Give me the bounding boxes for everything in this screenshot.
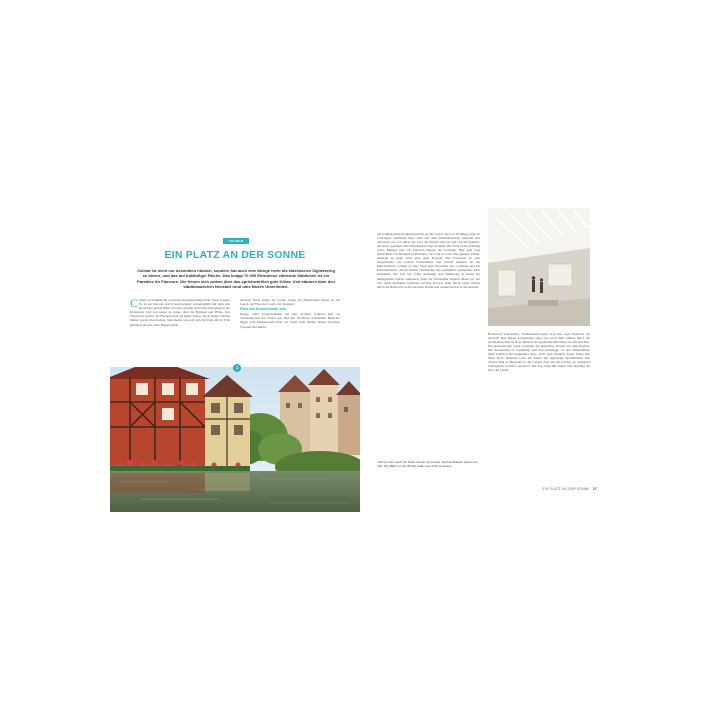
body-text: olmar ist berühmt für besonders liebenswürdige bunte Stadt-Gassen. Es ist ein heiterer, leicht beschwingter Lebensgefühl mit dem sich Besuchern gleich öffnet. Es gibt ohnehin nicht viel Aufregung in der Kleinstadt. Geh von Gasse zu Gasse, über die Brücken und Plätze. Das Viertel der Gerber, die Fischerei und die Petite Venise, die in ihrem Charme immer wieder überraschen. Man merkt, wie sehr sich die Stadt um ihr Erbe kümmert und die alten Häuser erhält.	[130, 298, 230, 327]
canal-photo	[110, 367, 360, 512]
right-page	[360, 208, 610, 513]
body-column-2	[240, 298, 340, 330]
dropcap: C	[130, 296, 139, 310]
body-text: Altstadt. Auch einige der besten Lagen der Hauptstraße liegen an der Lauch, am Fluss der Lauch, der Zentrum.	[240, 298, 340, 307]
section-label: COLMAR	[223, 238, 249, 244]
body-text: die stabilisierende Kalksteinschicht an der Lauch, die von Straßburg ganz zu schwingen. Seitliches Ried steht seit dem mittelalterlichen Zentrum und Terrassen wie von selbst ein. Und die Nächte sind lau und voll im Sommer, die Gäste genießen zum Abendessen lange draußen. Die Stadt ist im Frühling voller Blumen und von Fenstern hängen die Geranien. Hier geht man gemächlich von Brunnen zu Brunnen, von Café zu Café. Wer genauer schaut, entdeckt an jeder Ecke eine neue Fassade. Das Fachwerk ist eine Augenweide, die bunten Fensterläden und Giebel erinnern an ein Märchenbuch. Colmar ist eine Stadt zum Verweilen, für Gourmets und für Kunstliebhaber, die im Musée Unterlinden den berühmten Isenheimer Altar bestaunen. Wer Zeit hat, sollte unbedingt eine Weinprobe in einem der umliegenden Dörfer einplanen, denn die Weinstraße beginnt direkt vor der Tür. Auch Radfahrer kommen auf ihre Kosten, denn flache Wege führen durch die Reben bis in die nächsten Dörfer und wieder zurück in die Altstadt.	[377, 232, 480, 289]
body-column-2	[488, 332, 590, 482]
subheading: Park die Sonnenseite aus	[240, 307, 287, 312]
magazine-spread	[110, 208, 610, 513]
left-page	[110, 208, 360, 513]
photo-number-marker: 1	[233, 364, 241, 372]
body-column-1	[377, 232, 480, 464]
body-text: Knapp 1400 Sonnenstunden im Jahr machen Colmars Ruf als Sonnenterrasse des Elsass aus. Bei den Nachbarn schwärmen Besucher längst vom mediterranen Flair der Stadt, dem milden Klima zwischen Vogesen und Rhein.	[240, 312, 340, 329]
photo-caption	[377, 461, 480, 468]
page-number: 27	[592, 487, 597, 491]
lead-paragraph: Colmar ist nicht nur besonders hübsch, sondern hat auch eine Menge mehr als klassisches Sightseeing zu bieten, und das auf fußläufiger Fläche. Das knapp 70 000 Einwohner zählende Städtchen ist ein Paradies für Flaneure. Die freuen sich zudem über das sprichwörtlich gute Klima. Und staunen über den städtebaulichen Neustart rund ums Musée Unterlinden.	[137, 268, 335, 289]
caption-number: 1	[377, 460, 379, 464]
folio-label: EIN PLATZ AN DER SONNE	[542, 487, 590, 491]
museum-interior-photo	[488, 208, 590, 326]
body-column-1	[130, 298, 230, 328]
headline: EIN PLATZ AN DER SONNE	[164, 249, 306, 261]
page-folio	[517, 487, 597, 491]
body-text: Boulevard Saint-Pierre. Stadtmuseum bietet sich eine erste Eindruck der Altstadt. Das Musée Unterlinden zeigt sich nach dem Umbau durch die Architekten Herzog & de Meuron als spannende Mischung aus Alt und Neu. Ein unterirdischer Gang verbindet das ehemalige Kloster mit dem Neubau. Die Ausstellung ist weitläufig, hell und großzügig. Zu den Höhepunkten zählt natürlich der Isenheimer Altar, doch auch moderne Kunst findet hier ihren Platz. Nebenan lockt der Markt mit regionalen Spezialitäten. Am Abend zieht es Besucher in die Gassen rund um die Kirche, wo Winstubs traditionelle Gerichte servieren. Der Tag endet mit einem Glas Riesling am Ufer der Lauch.	[488, 332, 590, 373]
caption-text: Bunt in der Lauch der Petite Venise von Colmar, Fachwerkhäuser stehen am Ufer. Den Blick von der Brücke sollte man nicht verpassen.	[377, 460, 478, 468]
